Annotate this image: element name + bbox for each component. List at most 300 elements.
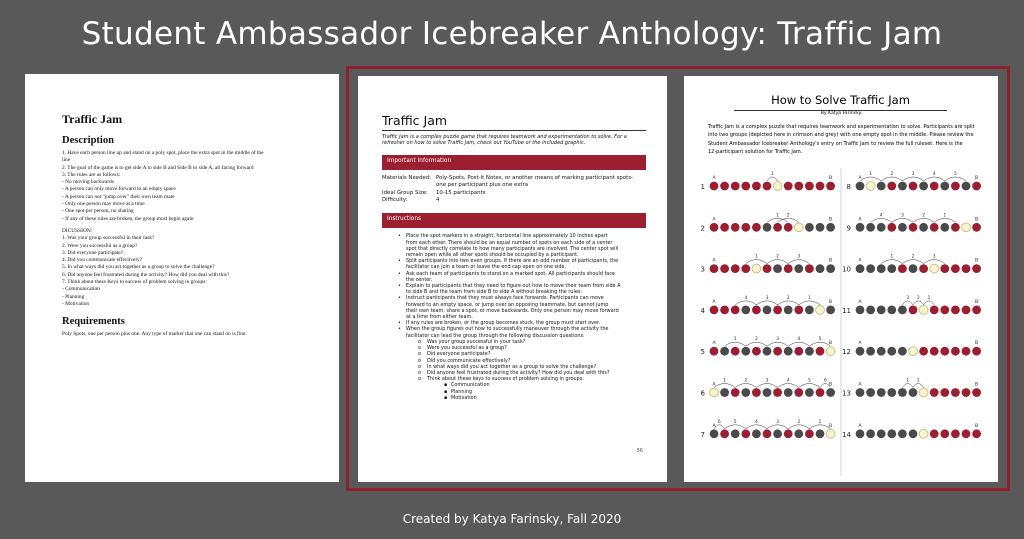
crimson-participant <box>731 182 740 191</box>
original-rule-line: line <box>62 157 71 164</box>
solution-byline: By Katya Farinsky <box>820 111 862 116</box>
info-row <box>382 182 646 189</box>
move-arrow <box>714 384 735 388</box>
original-discussion-line: 1. Was your group successful in their task? <box>62 235 155 242</box>
move-order-label: 5 <box>733 418 737 424</box>
move-arrow <box>881 177 902 181</box>
original-rule-line: 2. The goal of the game is to get side A to side B and Side B to side A, all facing forward <box>62 164 254 171</box>
empty-spot <box>919 388 928 397</box>
move-arrow <box>860 177 881 181</box>
instruction-item <box>398 271 646 283</box>
crimson-participant <box>794 182 803 191</box>
move-order-label: 2 <box>786 294 790 300</box>
info-table <box>382 175 646 205</box>
info-label: Difficulty: <box>382 197 408 204</box>
intro-line: refresher on how to solve Traffic Jam, check out YouTube or the included graphic. <box>382 140 586 147</box>
crimson-participant <box>710 223 719 232</box>
instruction-line: facilitator can lead the group through the following discussion questions: <box>406 332 585 339</box>
crimson-participant <box>972 388 981 397</box>
instruction-line: from each other. There should be an equal number of spots on each side of a center <box>406 239 613 246</box>
crimson-participant <box>731 388 740 397</box>
original-rule-line: - A person can not "jump over" their own team mate <box>62 193 175 200</box>
grey-participant <box>877 223 886 232</box>
bullet-marker: • <box>398 270 401 277</box>
move-arrow <box>746 342 767 346</box>
instruction-item <box>398 233 646 258</box>
info-label: Ideal Group Size: <box>382 189 428 196</box>
empty-spot <box>909 347 918 356</box>
grey-participant <box>866 223 875 232</box>
move-arrow <box>945 177 966 181</box>
slide-title: Student Ambassador Icebreaker Anthology: Traffic Jam <box>81 16 943 52</box>
move-arrow <box>913 218 934 222</box>
empty-spot <box>752 264 761 273</box>
instruction-line: When the group figures out how to successfully maneuver through the activity the <box>406 326 609 333</box>
crimson-participant <box>752 347 761 356</box>
move-order-label: 1 <box>890 253 894 259</box>
info-value: 10-15 participants <box>436 189 486 196</box>
instruction-text <box>406 271 615 283</box>
move-arrow <box>767 177 778 181</box>
move-order-label: 3 <box>901 212 904 218</box>
grey-participant <box>877 429 886 438</box>
success-key-text: Planning <box>451 388 473 395</box>
crimson-participant <box>720 429 729 438</box>
grey-participant <box>784 388 793 397</box>
step-number: 7 <box>700 430 705 439</box>
step-number: 6 <box>700 389 705 398</box>
original-requirements-text: Poly Spots, one per person plus one. Any type of marker that one can stand on is fine. <box>62 331 247 338</box>
move-order-label: 1 <box>723 377 726 383</box>
move-arrow <box>756 384 777 388</box>
empty-spot <box>962 223 971 232</box>
description-line: Student Ambassador Icebreaker Anthology's entry on Traffic Jam to review the full ruleset. Here is the <box>708 140 963 147</box>
crimson-participant <box>784 264 793 273</box>
crimson-participant <box>763 182 772 191</box>
crimson-participant <box>962 388 971 397</box>
instruction-text <box>406 326 608 338</box>
grey-participant <box>877 306 886 315</box>
discussion-question-text: Were you successful as a group? <box>427 345 507 352</box>
grey-participant <box>866 388 875 397</box>
grey-participant <box>816 223 825 232</box>
grey-participant <box>856 347 865 356</box>
grey-participant <box>898 388 907 397</box>
instruction-item <box>398 326 646 338</box>
move-arrow <box>767 425 788 429</box>
side-b-label: B <box>829 341 833 347</box>
crimson-participant <box>773 347 782 356</box>
step-number: 14 <box>842 430 851 439</box>
move-arrow <box>725 342 746 346</box>
instruction-line: Split participants into two even groups. If there are an odd number of participants, the <box>406 258 619 265</box>
move-order-label: 1 <box>770 171 774 176</box>
move-arrow <box>809 341 833 347</box>
grey-participant <box>784 347 793 356</box>
move-arrow <box>934 218 955 222</box>
success-key-text: Communication <box>451 382 490 389</box>
original-discussion-line: 4. Did you communicate effectively? <box>62 257 142 264</box>
key-bullet-marker: ▪ <box>444 382 448 389</box>
crimson-participant <box>930 347 939 356</box>
side-b-label: B <box>829 258 833 264</box>
move-arrow <box>778 301 799 305</box>
crimson-participant <box>951 388 960 397</box>
instruction-line: facilitator can join a team or leave the end cap open on one side. <box>406 264 567 271</box>
page-number: 56 <box>636 448 643 454</box>
discussion-question-text: Did you communicate effectively? <box>427 357 511 364</box>
move-arrow <box>746 425 767 429</box>
move-order-label: 3 <box>765 377 769 383</box>
move-order-label: 2 <box>786 212 790 218</box>
crimson-participant <box>763 264 772 273</box>
original-discussion-line: 6. Did anyone feel frustrated during the activity? How did you deal with this? <box>62 271 230 278</box>
original-discussion-line: - Motivation <box>62 300 90 307</box>
crimson-participant <box>805 182 814 191</box>
side-a-label: A <box>858 176 862 181</box>
side-b-label: B <box>975 217 979 223</box>
instruction-text <box>406 233 618 258</box>
crimson-participant <box>898 264 907 273</box>
sub-bullet-marker: o <box>418 376 421 383</box>
grey-participant <box>856 429 865 438</box>
step-number: 2 <box>700 224 705 233</box>
crimson-participant <box>794 306 803 315</box>
move-order-label: 3 <box>932 253 936 259</box>
crimson-participant <box>940 429 949 438</box>
crimson-participant <box>940 264 949 273</box>
grey-participant <box>720 347 729 356</box>
crimson-participant <box>752 223 761 232</box>
crimson-participant <box>741 429 750 438</box>
grey-participant <box>826 223 835 232</box>
move-order-label: 1 <box>755 253 758 259</box>
grey-participant <box>794 264 803 273</box>
revised-intro <box>382 134 646 147</box>
instruction-line: remain open while all other spots should be occupied by a participant. <box>406 252 579 259</box>
sub-bullet-marker: o <box>418 363 421 370</box>
description-line: 12-participant solution for Traffic Jam. <box>708 148 803 155</box>
discussion-question-text: Was your group successful in your task? <box>427 338 526 345</box>
step-number: 12 <box>842 348 851 357</box>
grey-participant <box>909 388 918 397</box>
grey-participant <box>856 306 865 315</box>
grey-participant <box>826 306 835 315</box>
grey-participant <box>856 388 865 397</box>
side-a-label: A <box>712 176 716 181</box>
empty-spot <box>919 306 928 315</box>
original-rule-line: - No moving backwards <box>62 179 114 186</box>
crimson-participant <box>962 429 971 438</box>
crimson-participant <box>720 182 729 191</box>
step-number: 5 <box>700 348 705 357</box>
crimson-participant <box>972 223 981 232</box>
bullet-marker: • <box>398 326 401 333</box>
solution-title: How to Solve Traffic Jam <box>734 93 947 111</box>
grey-participant <box>741 388 750 397</box>
crimson-participant <box>816 388 825 397</box>
original-title: Traffic Jam <box>62 112 123 126</box>
instructions-list <box>382 233 646 400</box>
move-arrow <box>767 260 788 264</box>
move-arrow <box>809 423 833 429</box>
move-order-label: 4 <box>786 377 790 383</box>
instruction-line: at a time from either team. <box>406 314 473 321</box>
crimson-participant <box>741 264 750 273</box>
crimson-participant <box>909 182 918 191</box>
grey-participant <box>805 347 814 356</box>
empty-spot <box>794 223 803 232</box>
crimson-participant <box>951 306 960 315</box>
bullet-marker: • <box>398 283 401 290</box>
side-a-label: A <box>712 382 716 388</box>
empty-spot <box>930 264 939 273</box>
instruction-text <box>406 295 619 320</box>
grey-participant <box>887 429 896 438</box>
grey-participant <box>763 347 772 356</box>
empty-spot <box>866 182 875 191</box>
info-row <box>382 175 646 182</box>
crimson-participant <box>741 182 750 191</box>
empty-spot <box>773 182 782 191</box>
side-b-label: B <box>829 176 833 181</box>
side-b-label: B <box>829 217 833 223</box>
move-arrow <box>913 301 924 305</box>
move-order-label: 3 <box>797 253 801 259</box>
move-arrow <box>902 260 923 264</box>
side-b-label: B <box>975 176 979 181</box>
side-a-label: A <box>858 423 862 429</box>
move-arrow <box>924 260 945 264</box>
crimson-participant <box>930 388 939 397</box>
move-arrow <box>924 177 945 181</box>
crimson-participant <box>887 182 896 191</box>
move-arrow <box>788 425 809 429</box>
step-number: 11 <box>842 306 851 315</box>
move-order-label: 1 <box>869 171 872 176</box>
crimson-participant <box>951 347 960 356</box>
sub-bullet-marker: o <box>418 338 421 345</box>
empty-spot <box>826 429 835 438</box>
crimson-participant <box>930 223 939 232</box>
move-arrow <box>735 384 756 388</box>
crimson-participant <box>805 264 814 273</box>
move-order-label: 3 <box>765 294 769 300</box>
crimson-participant <box>962 306 971 315</box>
instructions-heading-bar: Instructions <box>382 213 646 228</box>
original-description-heading: Description <box>62 135 114 146</box>
grey-participant <box>919 182 928 191</box>
move-order-label: 5 <box>818 336 822 342</box>
instruction-line: Explain to participants that they need to figure out how to move their team from side A <box>406 283 621 290</box>
crimson-participant <box>909 223 918 232</box>
solution-page <box>684 76 998 482</box>
grey-participant <box>856 182 865 191</box>
side-a-label: A <box>858 341 862 347</box>
side-b-label: B <box>975 299 979 305</box>
move-order-label: 2 <box>911 253 915 259</box>
grey-participant <box>720 388 729 397</box>
original-rule-line: - One spot per person, no sharing <box>62 208 134 215</box>
bullet-marker: • <box>398 320 401 327</box>
bullet-marker: • <box>398 233 401 240</box>
move-order-label: 2 <box>922 212 925 218</box>
grey-participant <box>866 306 875 315</box>
move-order-label: 3 <box>906 294 910 300</box>
move-arrow <box>725 425 746 429</box>
grey-participant <box>919 223 928 232</box>
step-number: 4 <box>700 306 705 315</box>
crimson-participant <box>930 429 939 438</box>
discussion-question-text: Think about these keys to success of problem solving in groups: <box>427 376 584 383</box>
move-order-label: 2 <box>744 377 748 383</box>
original-discussion-line: 7. Think about these Keys to success of problem solving in groups: <box>62 279 207 286</box>
move-arrow <box>871 218 892 222</box>
move-order-label: 6 <box>823 377 827 383</box>
crimson-participant <box>826 182 835 191</box>
grey-participant <box>877 347 886 356</box>
side-b-label: B <box>975 341 979 347</box>
grey-participant <box>805 388 814 397</box>
move-arrow <box>881 260 902 264</box>
empty-spot <box>816 306 825 315</box>
sub-bullet-marker: o <box>418 351 421 358</box>
crimson-participant <box>909 306 918 315</box>
original-rule-line: 1. Have each person line up and stand on a poly spot, place the extra spot in the middle of the <box>62 150 264 156</box>
crimson-participant <box>720 264 729 273</box>
crimson-participant <box>919 347 928 356</box>
discussion-question-text: In what ways did you act together as a group to solve the challenge? <box>427 363 597 370</box>
crimson-participant <box>784 223 793 232</box>
crimson-participant <box>784 429 793 438</box>
crimson-participant <box>720 306 729 315</box>
step-number: 9 <box>846 224 851 233</box>
move-order-label: 3 <box>911 171 915 176</box>
grey-participant <box>887 264 896 273</box>
side-a-label: A <box>712 299 716 305</box>
intro-line: Traffic Jam is a complex puzzle game that requires teamwork and experimentation to solve. For a <box>382 134 627 140</box>
original-rules-list <box>62 150 327 223</box>
grey-participant <box>866 429 875 438</box>
empty-spot <box>826 347 835 356</box>
sub-bullet-marker: o <box>418 357 421 364</box>
crimson-participant <box>972 306 981 315</box>
info-label: Materials Needed: <box>382 174 432 181</box>
instruction-line: If any rules are broken, or the group becomes stuck, the group must start over. <box>406 320 601 327</box>
original-discussion-line: - Communication <box>62 286 100 293</box>
sub-bullet-marker: o <box>418 345 421 352</box>
success-key-text: Motivation <box>451 394 477 401</box>
move-order-label: 3 <box>776 336 779 342</box>
crimson-participant <box>752 388 761 397</box>
grey-participant <box>763 223 772 232</box>
crimson-participant <box>930 306 939 315</box>
crimson-participant <box>731 264 740 273</box>
info-value: Poly-Spots, Post-it Notes, or another means of marking participant spots- <box>436 174 633 181</box>
grey-participant <box>898 223 907 232</box>
crimson-participant <box>763 429 772 438</box>
bullet-marker: • <box>398 258 401 265</box>
crimson-participant <box>710 306 719 315</box>
instruction-text <box>406 283 620 295</box>
move-arrow <box>892 218 913 222</box>
side-a-label: A <box>712 217 716 223</box>
grey-participant <box>940 223 949 232</box>
grey-participant <box>805 306 814 315</box>
instruction-text <box>406 258 618 270</box>
crimson-participant <box>752 306 761 315</box>
original-document-content <box>62 112 327 339</box>
discussion-question-text: Did everyone participate? <box>427 351 491 358</box>
grey-participant <box>909 264 918 273</box>
step-number: 1 <box>700 183 705 191</box>
success-key <box>444 395 646 401</box>
move-order-label: 1 <box>733 336 737 342</box>
instruction-line: spot that directly correlate to how many participants are involved. The center spot will <box>406 245 619 252</box>
crimson-participant <box>887 223 896 232</box>
crimson-participant <box>816 182 825 191</box>
crimson-participant <box>710 264 719 273</box>
grey-participant <box>877 388 886 397</box>
grey-participant <box>866 264 875 273</box>
grey-participant <box>962 182 971 191</box>
grey-participant <box>763 388 772 397</box>
move-arrow <box>767 342 788 346</box>
original-discussion-line: 5. In what ways did you act together as a group to solve the challenge? <box>62 264 215 271</box>
move-order-label: 1 <box>818 418 822 424</box>
crimson-participant <box>972 347 981 356</box>
move-order-label: 6 <box>717 418 721 424</box>
info-row <box>382 197 646 204</box>
grey-participant <box>887 347 896 356</box>
instruction-item <box>398 295 646 320</box>
revised-document-page <box>358 76 667 482</box>
move-order-label: 2 <box>755 336 758 342</box>
grey-participant <box>877 264 886 273</box>
instruction-line: their own team, share a spot, or move backwards. Only one person may move forward <box>406 307 619 314</box>
move-order-label: 4 <box>932 171 936 176</box>
original-discussion-list <box>62 228 327 308</box>
info-heading-bar: Important Information <box>382 155 646 170</box>
description-line: into two groups (depicted here in crimson and grey) with one empty spot in the middle. Please review the <box>708 132 974 139</box>
crimson-participant <box>951 223 960 232</box>
crimson-participant <box>972 182 981 191</box>
crimson-participant <box>773 223 782 232</box>
move-order-label: 5 <box>808 377 811 383</box>
side-a-label: A <box>858 258 862 264</box>
crimson-participant <box>720 223 729 232</box>
sub-bullet-marker: o <box>418 369 421 376</box>
original-discussion-line: DICUSSION: <box>62 227 93 234</box>
step-number: 13 <box>842 389 851 398</box>
grey-participant <box>887 388 896 397</box>
grey-participant <box>909 429 918 438</box>
side-a-label: A <box>712 423 716 429</box>
side-a-label: A <box>858 217 862 223</box>
move-arrow <box>788 342 809 346</box>
move-arrow <box>799 301 820 305</box>
move-arrow <box>913 384 924 388</box>
move-arrow <box>756 301 777 305</box>
side-a-label: A <box>858 382 862 388</box>
move-order-label: 2 <box>890 171 894 176</box>
credit-line: Created by Katya Farinsky, Fall 2020 <box>402 512 622 526</box>
crimson-participant <box>972 264 981 273</box>
original-rule-line: - Only one person may move at a time <box>62 201 145 208</box>
original-discussion-line: 3. Did everyone participate? <box>62 249 124 256</box>
move-order-label: 1 <box>943 212 947 218</box>
move-order-label: 1 <box>808 294 811 300</box>
